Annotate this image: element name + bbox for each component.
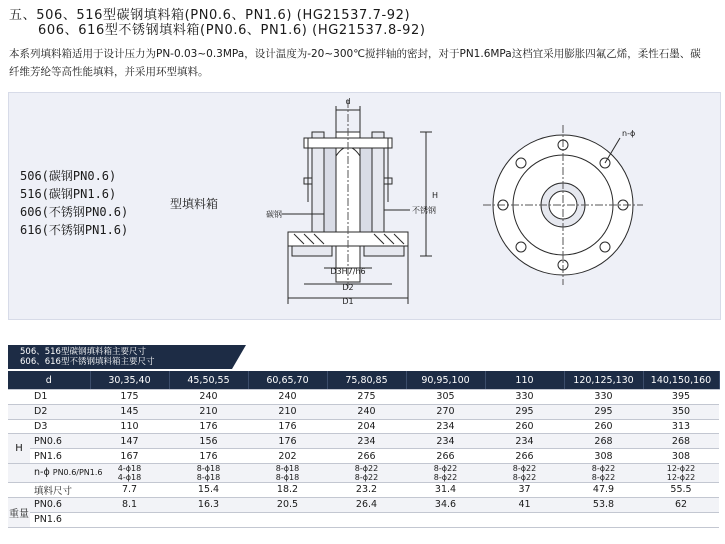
label-carbon-steel: 碳钢 <box>266 210 282 219</box>
cell: 55.5 <box>643 482 719 497</box>
cell: 330 <box>485 390 564 405</box>
cell: 4-ϕ18 4-ϕ18 <box>90 463 169 482</box>
cell <box>406 512 485 527</box>
cell: 176 <box>169 449 248 464</box>
header-col: 45,50,55 <box>169 371 248 390</box>
label-d1: D1 <box>342 297 354 306</box>
cell: 47.9 <box>564 482 643 497</box>
cell: 31.4 <box>406 482 485 497</box>
header-col: 60,65,70 <box>248 371 327 390</box>
cell: 8-ϕ18 8-ϕ18 <box>248 463 327 482</box>
cell: 305 <box>406 390 485 405</box>
table-row <box>8 449 719 464</box>
row-label: PN1.6 <box>30 449 90 464</box>
cell <box>327 512 406 527</box>
table-header-row <box>8 371 719 390</box>
cell: 202 <box>248 449 327 464</box>
header-col: 120,125,130 <box>564 371 643 390</box>
cell: 295 <box>485 404 564 419</box>
cell: 26.4 <box>327 497 406 512</box>
cell: 37 <box>485 482 564 497</box>
type-606: 606(不锈钢PN0.6) <box>20 205 129 219</box>
cell: 240 <box>327 404 406 419</box>
cell: 266 <box>406 449 485 464</box>
header-col: 140,150,160 <box>643 371 719 390</box>
cell: 308 <box>564 449 643 464</box>
table-row <box>8 463 719 482</box>
label-h: H <box>432 191 439 200</box>
row-label: PN1.6 <box>30 512 90 527</box>
cell: 8-ϕ18 8-ϕ18 <box>169 463 248 482</box>
table-title-line-1: 506、516型碳钢填料箱主要尺寸 <box>20 347 146 357</box>
cell <box>485 512 564 527</box>
title-line-2: 606、616型不锈钢填料箱(PN0.6、PN1.6) (HG21537.8-92) <box>38 23 426 38</box>
cell: 268 <box>564 434 643 449</box>
cell <box>564 512 643 527</box>
header-col: 110 <box>485 371 564 390</box>
table-row <box>8 482 719 497</box>
cell: 210 <box>248 404 327 419</box>
header-col: 75,80,85 <box>327 371 406 390</box>
type-616: 616(不锈钢PN1.6) <box>20 223 129 237</box>
header-d: d <box>8 371 90 390</box>
cell: 15.4 <box>169 482 248 497</box>
cell: 175 <box>90 390 169 405</box>
cell: 20.5 <box>248 497 327 512</box>
cell <box>90 512 169 527</box>
cell: 176 <box>169 419 248 434</box>
label-n-phi: n-ϕ <box>622 129 636 138</box>
cell: 266 <box>327 449 406 464</box>
cell: 18.2 <box>248 482 327 497</box>
table-title <box>8 345 232 369</box>
header-col: 90,95,100 <box>406 371 485 390</box>
cell: 23.2 <box>327 482 406 497</box>
cell: 350 <box>643 404 719 419</box>
cell: 7.7 <box>90 482 169 497</box>
cell: 41 <box>485 497 564 512</box>
description: 本系列填料箱适用于设计压力为PN-0.03~0.3MPa，设计温度为-20~300℃搅拌轴的密封，对于PN1.6MPa这档宜采用膨胀四氟乙烯，柔性石墨、碳纤维芳纶等高性能填料，并采用环型填料。 <box>9 48 701 78</box>
cell: 8-ϕ22 8-ϕ22 <box>485 463 564 482</box>
row-label: n-ϕ PN0.6/PN1.6 <box>30 463 90 482</box>
cell: 260 <box>485 419 564 434</box>
stuffing-box-drawing <box>8 92 719 318</box>
cell: 234 <box>406 434 485 449</box>
cell: 34.6 <box>406 497 485 512</box>
cell: 270 <box>406 404 485 419</box>
cell: 275 <box>327 390 406 405</box>
cell <box>169 512 248 527</box>
cell: 147 <box>90 434 169 449</box>
cell: 16.3 <box>169 497 248 512</box>
cell: 210 <box>169 404 248 419</box>
table-title-line-2: 606、616型不锈钢填料箱主要尺寸 <box>20 357 155 367</box>
cell: 110 <box>90 419 169 434</box>
row-label: 填料尺寸 <box>30 482 90 497</box>
cell: 260 <box>564 419 643 434</box>
cell: 234 <box>485 434 564 449</box>
row-label: D2 <box>30 404 90 419</box>
title-line-1: 五、506、516型碳钢填料箱(PN0.6、PN1.6) (HG21537.7-92) <box>9 8 411 23</box>
cell: 176 <box>248 434 327 449</box>
cell: 8-ϕ22 8-ϕ22 <box>327 463 406 482</box>
cell: 8.1 <box>90 497 169 512</box>
table-row <box>8 390 719 405</box>
label-d: d <box>345 97 351 106</box>
group-h: H <box>8 434 30 464</box>
cell: 308 <box>643 449 719 464</box>
type-516: 516(碳钢PN1.6) <box>20 187 117 201</box>
cell: 240 <box>169 390 248 405</box>
cell: 266 <box>485 449 564 464</box>
cell: 330 <box>564 390 643 405</box>
cell: 395 <box>643 390 719 405</box>
label-d2: D2 <box>342 283 354 292</box>
cell: 204 <box>327 419 406 434</box>
label-d3: D3H7/h6 <box>330 267 366 276</box>
cell: 176 <box>248 419 327 434</box>
cell: 167 <box>90 449 169 464</box>
type-506: 506(碳钢PN0.6) <box>20 169 117 183</box>
cell: 268 <box>643 434 719 449</box>
cell: 8-ϕ22 8-ϕ22 <box>564 463 643 482</box>
plan-view <box>483 125 643 285</box>
cell: 145 <box>90 404 169 419</box>
table-row <box>8 419 719 434</box>
cell: 234 <box>406 419 485 434</box>
cell: 313 <box>643 419 719 434</box>
table-row <box>8 434 719 449</box>
type-suffix: 型填料箱 <box>170 197 219 211</box>
cell <box>643 512 719 527</box>
table-row <box>8 404 719 419</box>
cell: 156 <box>169 434 248 449</box>
cell: 8-ϕ22 8-ϕ22 <box>406 463 485 482</box>
row-label: D3 <box>30 419 90 434</box>
cell: 53.8 <box>564 497 643 512</box>
row-label: PN0.6 <box>30 434 90 449</box>
table-row <box>8 497 719 512</box>
cell: 62 <box>643 497 719 512</box>
cell: 295 <box>564 404 643 419</box>
dimension-table <box>8 371 720 528</box>
row-label: PN0.6 <box>30 497 90 512</box>
cell: 12-ϕ22 12-ϕ22 <box>643 463 719 482</box>
row-label: D1 <box>30 390 90 405</box>
cell: 240 <box>248 390 327 405</box>
group-weight: 重量 <box>8 497 30 527</box>
cell <box>248 512 327 527</box>
header-col: 30,35,40 <box>90 371 169 390</box>
cell: 234 <box>327 434 406 449</box>
table-row <box>8 512 719 527</box>
label-stainless-steel: 不锈钢 <box>412 206 436 215</box>
